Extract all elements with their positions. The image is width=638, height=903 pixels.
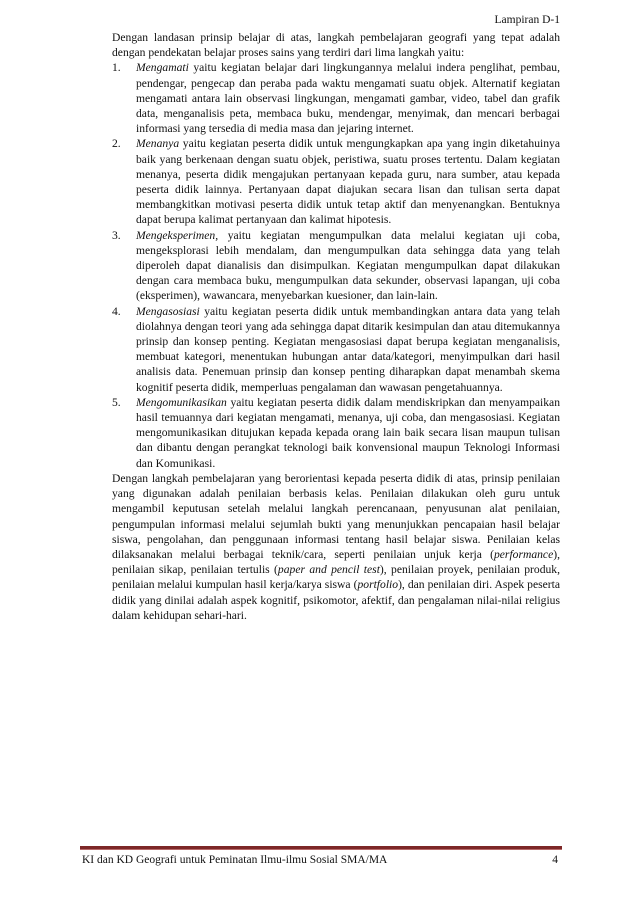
step-item — [112, 136, 560, 227]
step-number: 5. — [112, 395, 121, 409]
step-number: 1. — [112, 61, 121, 75]
closing-text: ), penilaian proyek, penilaian produk, penilaian melalui kumpulan hasil kerja/karya siswa ( — [112, 563, 560, 592]
step-text: yaitu kegiatan belajar dari lingkungannya melalui indera penglihat, pembau, pendengar, pengecap dan peraba pada waktu mengamati suatu objek. Alternatif kegiatan mengamati antara lain observasi lingkungan, mengamati gambar, video, tabel dan grafik data, menganalisis peta, membaca buku, mendengar, menyimak, dan mencari berbagai informasi yang tersedia di media masa dan jejaring internet. — [136, 61, 560, 136]
step-number: 2. — [112, 137, 121, 151]
footer-title: KI dan KD Geografi untuk Peminatan Ilmu-ilmu Sosial SMA/MA — [82, 854, 388, 866]
page-header-label: Lampiran D-1 — [494, 14, 560, 26]
closing-emphasis: portfolio — [357, 578, 399, 592]
page-number: 4 — [552, 854, 558, 866]
footer-rule — [80, 846, 562, 850]
step-item — [112, 304, 560, 395]
step-text: yaitu kegiatan peserta didik untuk mengungkapkan apa yang ingin diketahuinya baik yang berkenaan dengan suatu objek, peristiwa, suatu proses tertentu. Dalam kegiatan menanya, peserta didik mengajukan pertanyaan kepada guru, nara sumber, atau kepada peserta didik lainnya. Pertanyaan dapat diajukan secara lisan dan tulisan serta dapat membangkitkan motivasi peserta didik untuk tetap aktif dan menyenangkan. Bentuknya dapat berupa kalimat pertanyaan dan kalimat hipotesis. — [136, 137, 560, 227]
closing-text: ), penilaian sikap, penilaian tertulis ( — [112, 547, 560, 577]
step-text: yaitu kegiatan peserta didik dalam mendiskripkan dan menyampaikan hasil temuannya dari kegiatan mengamati, menanya, uji coba, dan mengasosiasi. Kegiatan mengomunikasikan ditujukan kepada kepada orang lain baik secara lisan maupun tulisan dan dibantu dengan perangkat teknologi baik konvensional maupun Teknologi Informasi dan Komunikasi. — [136, 395, 560, 470]
step-item — [112, 395, 560, 471]
step-number: 3. — [112, 228, 121, 242]
step-text: yaitu kegiatan mengumpulkan data melalui kegiatan uji coba, mengeksplorasi lebih mendalam, dan mengumpulkan data sehingga data yang telah diperoleh dapat dianalisis dan disimpulkan. Kegiatan mengumpulkan dapat dilakukan dengan cara membaca buku, mengumpulkan data sekunder, observasi lapangan, uji coba (eksperimen), wawancara, menyebarkan kuesioner, dan lain-lain. — [136, 228, 560, 303]
closing-emphasis: paper and pencil test — [277, 563, 380, 577]
step-text: yaitu kegiatan peserta didik untuk membandingkan antara data yang telah diolahnya dengan teori yang ada sehingga dapat ditarik kesimpulan dan atau ditemukannya prinsip dan konsep penting. Kegiatan mengasosiasi dapat berupa kegiatan menganalisis, membuat kategori, menentukan hubungan antar data/kategori, menyimpulkan dari hasil analisis data. Penemuan prinsip dan konsep penting diharapkan dapat menambah skema kognitif peserta didik, memperluas pengalaman dan wawasan pengetahuannya. — [136, 304, 560, 394]
closing-paragraph — [112, 471, 560, 623]
closing-text: ), dan penilaian diri. Aspek peserta didik yang dinilai adalah aspek kognitif, psikomotor, afektif, dan pengalaman nilai-nilai religius dalam kehidupan sehari-hari. — [112, 578, 561, 622]
step-number: 4. — [112, 304, 121, 318]
step-term: Mengeksperimen, — [136, 228, 219, 242]
step-term: Mengasosiasi — [136, 304, 200, 318]
step-term: Menanya — [136, 137, 180, 151]
step-term: Mengomunikasikan — [136, 395, 227, 409]
intro-paragraph: Dengan landasan prinsip belajar di atas, langkah pembelajaran geografi yang tepat adalah dengan pendekatan belajar proses sains yang terdiri dari lima langkah yaitu: — [112, 31, 560, 60]
learning-steps-list — [112, 60, 560, 470]
step-term: Mengamati — [136, 61, 189, 75]
step-item — [112, 60, 560, 136]
closing-text: Dengan langkah pembelajaran yang berorientasi kepada peserta didik di atas, prinsip penilaian yang digunakan adalah penilaian berbasis kelas. Penilaian dilakukan oleh guru untuk mengambil keputusan setelah melalui langkah perencanaan, penyusunan alat penilaian, pengumpulan informasi melalui sejumlah bukti yang menunjukkan pencapaian hasil belajar siswa, pengolahan, dan penggunaan informasi tentang hasil belajar siswa. Penilaian kelas dilaksanakan melalui berbagai teknik/cara, seperti penilaian unjuk kerja ( — [112, 471, 560, 561]
step-item — [112, 228, 560, 304]
document-body — [112, 30, 560, 623]
closing-emphasis: performance — [493, 547, 554, 561]
